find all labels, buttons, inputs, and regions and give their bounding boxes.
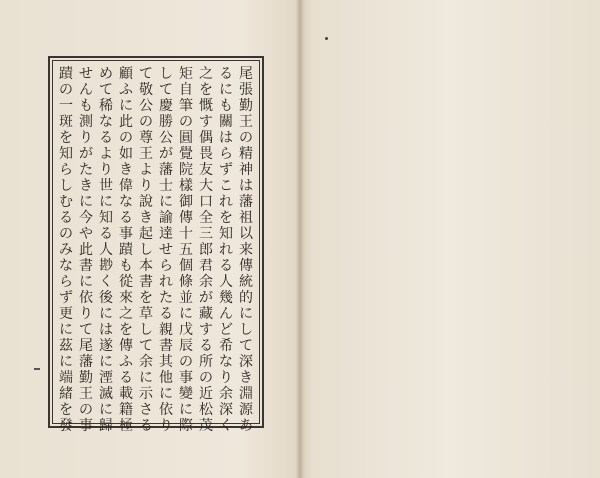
text-column: め て 稀 な る よ り 世 に 知 る 人 尠 く 後 に は 遂 に 湮 滅 に 歸: [99, 66, 113, 434]
text-column: 之 を 慨 す 偶 畏 友 大 口 全 三 郎 君 余 が 藏 す る 所 の 近 松 茂: [199, 66, 213, 434]
text-column: 顧 ふ に 此 の 如 き 偉 な る 事 蹟 も 從 來 之 を 傳 ふ る 載 籍 極: [119, 66, 133, 434]
text-column: て 敬 公 の 尊 王 よ り 說 き 起 し 本 書 を 草 し て 余 に 示 さ る: [139, 66, 153, 434]
left-page: [0, 0, 298, 478]
right-page: [302, 0, 600, 478]
paper-speck: [325, 37, 328, 40]
text-column: せ ん も 測 り が た き に 今 や 此 書 に 依 り て 尾 藩 勤 王 の 事: [79, 66, 93, 434]
text-column: 矩 自 筆 の 圓 覺 院 樣 御 傳 十 五 個 條 並 に 戊 辰 の 事 變 に 際: [179, 66, 193, 434]
text-column: 尾 張 勤 王 の 精 神 は 藩 祖 以 来 傳 統 的 に し て 深 き 淵 源 あ: [239, 66, 253, 434]
vertical-text-block: [58, 66, 254, 434]
text-column: 蹟 の 一 斑 を 知 ら し む る の み な ら ず 更 に 茲 に 端 緒 を 發: [59, 66, 73, 434]
text-column: し て 慶 勝 公 が 藩 士 に 諭 達 せ ら れ た る 親 書 其 他 に 依 り: [159, 66, 173, 434]
margin-mark: [34, 368, 40, 370]
text-column: る に も 關 は ら ず こ れ を 知 れ る 人 幾 ん ど 希 な り 余 深 く: [219, 66, 233, 434]
